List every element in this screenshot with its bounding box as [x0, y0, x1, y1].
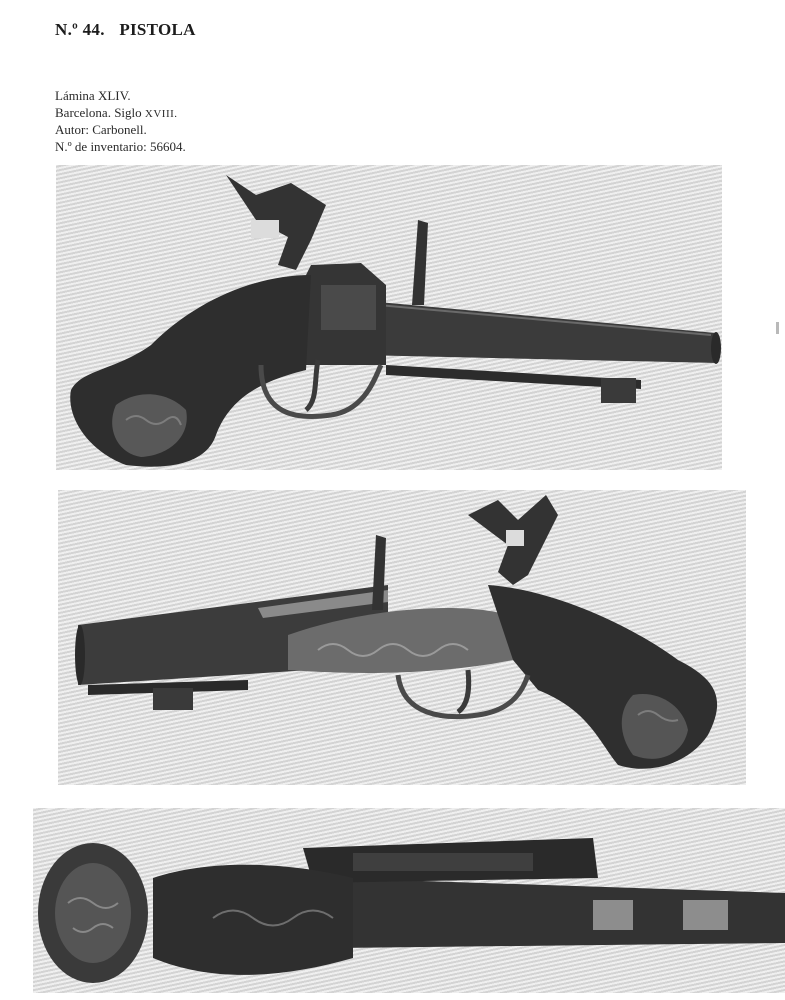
photo-pistol-top-view — [33, 808, 785, 993]
edge-mark — [776, 322, 779, 334]
origin-text: Barcelona. Siglo — [55, 104, 145, 120]
photo-pistol-right-side — [58, 490, 746, 785]
item-title: PISTOLA — [119, 20, 196, 39]
photo-pistol-left-side — [56, 165, 722, 470]
catalog-metadata — [55, 88, 186, 155]
page-heading — [55, 20, 196, 40]
plate-label: Lámina XLIV. — [55, 88, 131, 103]
origin-line — [55, 105, 186, 123]
pistol-top-view-image — [33, 808, 785, 993]
item-number: N.º 44. — [55, 20, 105, 39]
author-line: Autor: Carbonell. — [55, 122, 147, 137]
century-text: XVIII. — [144, 107, 178, 120]
pistol-left-side-image — [56, 165, 722, 470]
pistol-right-side-image — [58, 490, 746, 785]
inventory-line: N.º de inventario: 56604. — [55, 138, 186, 154]
